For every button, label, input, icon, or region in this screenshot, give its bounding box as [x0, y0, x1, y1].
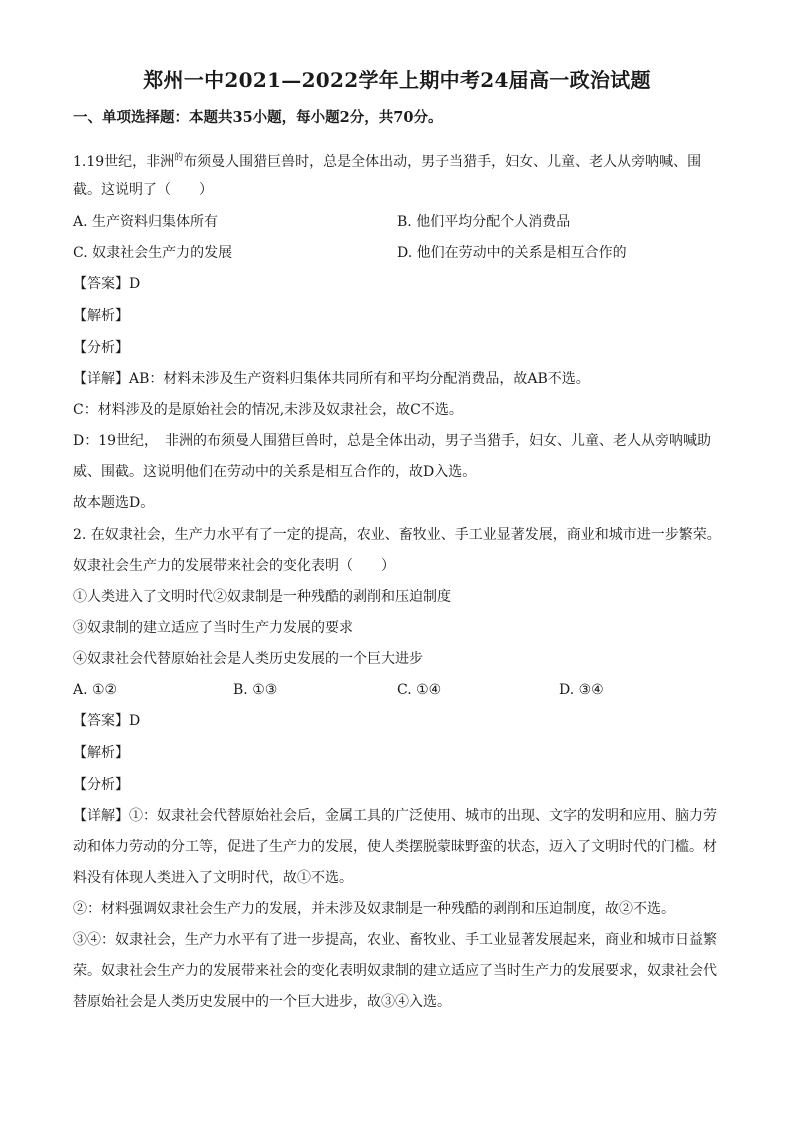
q1-stem-text-b: 布须曼人围猎巨兽时，总是全体出动，男子当猎手，妇女、儿童、老人从旁呐喊、围	[183, 154, 702, 170]
q2-detail-line5: ③④：奴隶社会，生产力水平有了进一步提高，农业、畜牧业、手工业显著发展起来，商业和城市日益繁	[73, 932, 717, 948]
q2-detail-line7: 替原始社会是人类历史发展中的一个巨大进步，故③④入选。	[73, 994, 451, 1010]
q2-fenxi-label: 【分析】	[73, 777, 129, 793]
q2-option-b: B. ①③	[233, 682, 278, 698]
q2-jiexi-label: 【解析】	[73, 745, 129, 761]
q1-answer: 【答案】D	[73, 276, 141, 292]
q2-item-3: ③奴隶制的建立适应了当时生产力发展的要求	[73, 620, 353, 636]
q2-option-a: A. ①②	[73, 682, 118, 698]
q1-detail-line4: 威、围截。这说明他们在劳动中的关系是相互合作的，故D入选。	[73, 464, 477, 480]
q2-option-d: D. ③④	[559, 682, 604, 698]
q1-stem-superscript: 的	[174, 153, 184, 163]
page-title: 郑州一中2021—2022学年上期中考24届高一政治试题	[143, 68, 651, 92]
q1-stem-line2: 截。这说明了（ ）	[73, 182, 213, 198]
q2-detail-line6: 荣。奴隶社会生产力的发展带来社会的变化表明奴隶制的建立适应了当时生产力的发展要求，奴隶社会代	[73, 963, 717, 979]
q2-stem-line2: 奴隶社会生产力的发展带来社会的变化表明（ ）	[73, 558, 395, 574]
q1-option-b: B. 他们平均分配个人消费品	[397, 214, 571, 230]
q1-stem-text-a: 1.19世纪，非洲	[73, 154, 175, 170]
q1-conclusion: 故本题选D。	[73, 495, 155, 511]
section-heading: 一、单项选择题：本题共35小题，每小题2分，共70分。	[73, 109, 443, 126]
q2-detail-line1: 【详解】①：奴隶社会代替原始社会后，金属工具的广泛使用、城市的出现、文字的发明和应用、脑力劳	[73, 808, 717, 824]
q1-stem-line1	[73, 148, 701, 172]
q2-answer: 【答案】D	[73, 713, 141, 729]
q2-item-1-2: ①人类进入了文明时代②奴隶制是一种残酷的剥削和压迫制度	[73, 589, 451, 605]
q1-jiexi-label: 【解析】	[73, 308, 129, 324]
q1-detail-line2: C：材料涉及的是原始社会的情况,未涉及奴隶社会，故C不选。	[73, 402, 463, 418]
q1-option-d: D. 他们在劳动中的关系是相互合作的	[397, 245, 627, 261]
q2-detail-line4: ②：材料强调奴隶社会生产力的发展，并未涉及奴隶制是一种残酷的剥削和压迫制度，故②不选。	[73, 901, 675, 917]
q2-option-c: C. ①④	[397, 682, 442, 698]
q1-detail-line1: 【详解】AB：材料未涉及生产资料归集体共同所有和平均分配消费品，故AB不选。	[73, 371, 590, 387]
q2-stem-line1: 2. 在奴隶社会，生产力水平有了一定的提高，农业、畜牧业、手工业显著发展，商业和城市进一步繁荣。	[73, 527, 721, 543]
q1-option-a: A. 生产资料归集体所有	[73, 214, 219, 230]
q2-detail-line2: 动和体力劳动的分工等，促进了生产力的发展，使人类摆脱蒙昧野蛮的状态，迈入了文明时代的门槛。材	[73, 839, 717, 855]
q1-fenxi-label: 【分析】	[73, 340, 129, 356]
q1-detail-line3: D：19世纪， 非洲的布须曼人围猎巨兽时，总是全体出动，男子当猎手，妇女、儿童、老人从旁呐喊助	[73, 433, 712, 449]
q2-detail-line3: 料没有体现人类进入了文明时代，故①不选。	[73, 870, 353, 886]
q1-option-c: C. 奴隶社会生产力的发展	[73, 245, 233, 261]
q2-item-4: ④奴隶社会代替原始社会是人类历史发展的一个巨大进步	[73, 651, 423, 667]
